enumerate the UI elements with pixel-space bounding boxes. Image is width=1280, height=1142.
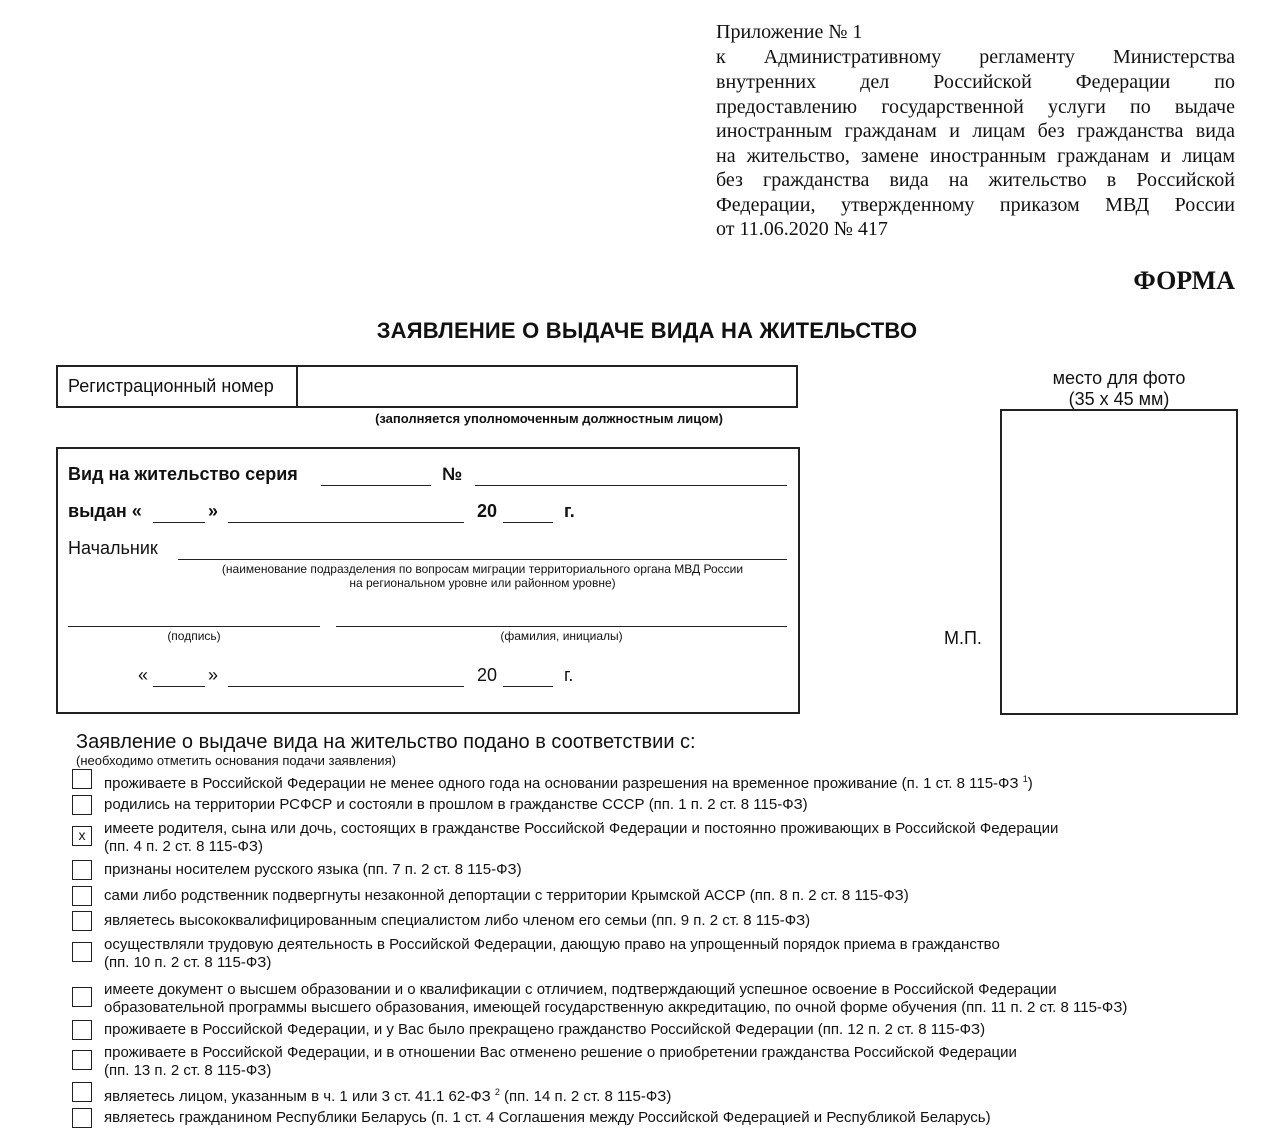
ground-option — [104, 1021, 1234, 1039]
appendix-word: иностранным — [716, 120, 833, 142]
ground-option-text: проживаете в Российской Федерации, и в отношении Вас отменено решение о приобретении гражданства Российской Федерации — [104, 1044, 1017, 1061]
ground-option-text: осуществляли трудовую деятельность в Российской Федерации, дающую право на упрощенный порядок приема в гражданство — [104, 936, 1000, 953]
ground-option-text: проживаете в Российской Федерации не менее одного года на основании разрешения на временное проживание (п. 1 ст. 8 115-ФЗ — [104, 775, 1019, 792]
ground-option — [104, 936, 1234, 972]
appendix-line-1: Приложение № 1 — [716, 21, 863, 43]
series-label: Вид на жительство серия — [68, 464, 298, 484]
ground-option — [104, 981, 1234, 1017]
appendix-word: жительство, — [746, 145, 850, 167]
ground-option-text: сами либо родственник подвергнуты незаконной депортации с территории Крымской АССР (пп. 8 п. 2 ст. 8 115-ФЗ) — [104, 887, 909, 904]
appendix-line-3 — [716, 70, 1235, 95]
appendix-line-7 — [716, 168, 1235, 193]
issued-year-prefix: 20 — [477, 501, 498, 521]
photo-placeholder — [1000, 409, 1238, 715]
date-quote-open: « — [138, 665, 149, 685]
registration-note: (заполняется уполномоченным должностным лицом) — [375, 411, 723, 426]
footnote-marker: 2 — [494, 1087, 500, 1097]
appendix-word: гражданства — [1077, 120, 1184, 142]
appendix-word: на — [716, 145, 736, 167]
appendix-word: МВД — [1105, 194, 1150, 216]
ground-checkbox[interactable] — [72, 942, 92, 962]
appendix-word: внутренних — [716, 71, 817, 93]
page-title: ЗАЯВЛЕНИЕ О ВЫДАЧЕ ВИДА НА ЖИТЕЛЬСТВО — [376, 318, 918, 343]
appendix-word: гражданства — [763, 169, 870, 191]
appendix-word: по — [1130, 96, 1151, 118]
issued-year-suffix: г. — [564, 501, 575, 521]
ground-option-tail: (пп. 14 п. 2 ст. 8 115-ФЗ) — [499, 1088, 672, 1105]
appendix-line-5 — [716, 119, 1235, 144]
permit-box — [56, 447, 800, 714]
issued-month-field[interactable] — [228, 522, 464, 523]
date-quote-close: » — [208, 665, 219, 685]
appendix-word: Административному — [763, 46, 942, 68]
chief-note-1: (наименование подразделения по вопросам миграции территориального органа МВД России — [221, 562, 744, 576]
ground-checkbox[interactable] — [72, 860, 92, 880]
series-field[interactable] — [321, 485, 431, 486]
chief-note-2: на региональном уровне или районном уровне) — [349, 576, 616, 590]
ground-option — [104, 887, 1234, 905]
signature-field[interactable] — [68, 626, 320, 627]
appendix-word: гражданам — [1057, 145, 1150, 167]
ground-option-text-2: (пп. 4 п. 2 ст. 8 115-ФЗ) — [104, 838, 263, 855]
date-year-prefix: 20 — [477, 665, 498, 685]
ground-checkbox[interactable] — [72, 1050, 92, 1070]
photo-caption-1: место для фото — [1052, 368, 1186, 388]
ground-option-tail: ) — [1027, 775, 1033, 792]
appendix-line-2 — [716, 45, 1235, 70]
date-month-field[interactable] — [228, 686, 464, 687]
appendix-word: гражданам — [844, 120, 937, 142]
ground-checkbox[interactable] — [72, 987, 92, 1007]
date-year-suffix: г. — [564, 665, 574, 685]
appendix-word: в — [1106, 169, 1117, 191]
signature-note: (подпись) — [167, 629, 221, 643]
ground-option — [104, 820, 1234, 856]
appendix-word: Министерства — [1112, 46, 1235, 68]
ground-option-text: признаны носителем русского языка (пп. 7 п. 2 ст. 8 115-ФЗ) — [104, 861, 522, 878]
appendix-word: Российской — [933, 71, 1032, 93]
appendix-word: и — [949, 120, 960, 142]
appendix-word: предоставлению — [716, 96, 858, 118]
appendix-word: на — [948, 169, 969, 191]
ground-option — [104, 796, 1234, 814]
appendix-word: услуги — [1048, 96, 1106, 118]
appendix-word: регламенту — [979, 46, 1075, 68]
appendix-word: к — [716, 46, 726, 68]
appendix-word: дел — [860, 71, 890, 93]
appendix-word: по — [1214, 71, 1235, 93]
appendix-word: иностранным — [929, 145, 1046, 167]
ground-checkbox[interactable] — [72, 1108, 92, 1128]
ground-option-text-2: (пп. 13 п. 2 ст. 8 115-ФЗ) — [104, 1062, 272, 1079]
ground-option-text: проживаете в Российской Федерации, и у Вас было прекращено гражданство Российской Федерации (пп. 12 п. 2 ст. 8 115-ФЗ) — [104, 1021, 986, 1038]
ground-checkbox[interactable] — [72, 1020, 92, 1040]
ground-option-text: имеете документ о высшем образовании и о квалификации с отличием, подтверждающий успешное освоение в Российской Федерации — [104, 981, 1057, 998]
ground-option-text-2: образовательной программы высшего образования, имеющей государственную аккредитацию, по очной форме обучения (пп. 11 п. 2 ст. 8 115-ФЗ) — [104, 999, 1128, 1016]
appendix-word: замене — [860, 145, 919, 167]
appendix-word: приказом — [999, 194, 1080, 216]
ground-option-text: имеете родителя, сына или дочь, состоящих в гражданстве Российской Федерации и постоянно проживающих в Российской Федерации — [104, 820, 1059, 837]
ground-option — [104, 770, 1234, 793]
chief-field[interactable] — [178, 559, 787, 560]
appendix-line-4 — [716, 95, 1235, 120]
name-note: (фамилия, инициалы) — [500, 629, 623, 643]
ground-option-text: являетесь высококвалифицированным специалистом либо членом его семьи (пп. 9 п. 2 ст. 8 115-ФЗ) — [104, 912, 811, 929]
grounds-title: Заявление о выдаче вида на жительство подано в соответствии с: — [76, 731, 696, 753]
ground-checkbox[interactable] — [72, 1082, 92, 1102]
appendix-word: Федерации — [1075, 71, 1171, 93]
grounds-note: (необходимо отметить основания подачи заявления) — [76, 753, 396, 768]
registration-number-field[interactable] — [298, 367, 796, 406]
form-label: ФОРМА — [1133, 266, 1235, 295]
ground-checkbox[interactable] — [72, 911, 92, 931]
appendix-word: лицам — [1182, 145, 1235, 167]
appendix-word: жительство — [988, 169, 1087, 191]
appendix-word: Федерации, — [716, 194, 816, 216]
appendix-word: без — [1037, 120, 1065, 142]
ground-checkbox[interactable] — [72, 886, 92, 906]
ground-option-text: родились на территории РСФСР и состояли в прошлом в гражданстве СССР (пп. 1 п. 2 ст. 8 115-ФЗ) — [104, 796, 808, 813]
date-day-field[interactable] — [153, 686, 205, 687]
ground-option — [104, 1044, 1234, 1080]
appendix-word: лицам — [972, 120, 1026, 142]
appendix-word: и — [1160, 145, 1172, 167]
appendix-word: вида — [889, 169, 929, 191]
appendix-word: государственной — [881, 96, 1024, 118]
ground-option — [104, 861, 1234, 879]
stamp-label: М.П. — [944, 628, 982, 648]
ground-option-text-2: (пп. 10 п. 2 ст. 8 115-ФЗ) — [104, 954, 272, 971]
footnote-marker: 1 — [1022, 774, 1028, 784]
ground-checkbox[interactable]: x — [72, 826, 92, 846]
appendix-word: без — [716, 169, 743, 191]
issued-quote-close: » — [208, 501, 219, 521]
appendix-line-9: от 11.06.2020 № 417 — [716, 218, 888, 240]
number-field[interactable] — [475, 485, 787, 486]
issued-label: выдан « — [68, 501, 142, 521]
registration-box — [56, 365, 798, 408]
ground-option — [104, 912, 1234, 930]
appendix-word: утвержденному — [840, 194, 975, 216]
ground-option-text: являетесь лицом, указанным в ч. 1 или 3 ст. 41.1 62-ФЗ — [104, 1088, 491, 1105]
issued-year-field[interactable] — [503, 522, 553, 523]
appendix-line-6 — [716, 144, 1235, 169]
ground-option-text: являетесь гражданином Республики Беларусь (п. 1 ст. 4 Соглашения между Российской Федерацией и Республикой Беларусь) — [104, 1109, 991, 1126]
appendix-line-8 — [716, 193, 1235, 218]
ground-checkbox[interactable] — [72, 769, 92, 789]
appendix-word: вида — [1195, 120, 1235, 142]
number-label: № — [442, 464, 463, 484]
name-field[interactable] — [336, 626, 787, 627]
registration-label: Регистрационный номер — [58, 367, 298, 406]
ground-checkbox[interactable] — [72, 795, 92, 815]
appendix-word: Российской — [1136, 169, 1235, 191]
ground-option — [104, 1109, 1234, 1127]
ground-option — [104, 1083, 1234, 1106]
photo-caption-2: (35 х 45 мм) — [1068, 389, 1170, 409]
chief-label: Начальник — [68, 538, 158, 558]
appendix-word: выдаче — [1174, 96, 1235, 118]
appendix-word: России — [1174, 194, 1235, 216]
date-year-field[interactable] — [503, 686, 553, 687]
issued-day-field[interactable] — [153, 522, 205, 523]
